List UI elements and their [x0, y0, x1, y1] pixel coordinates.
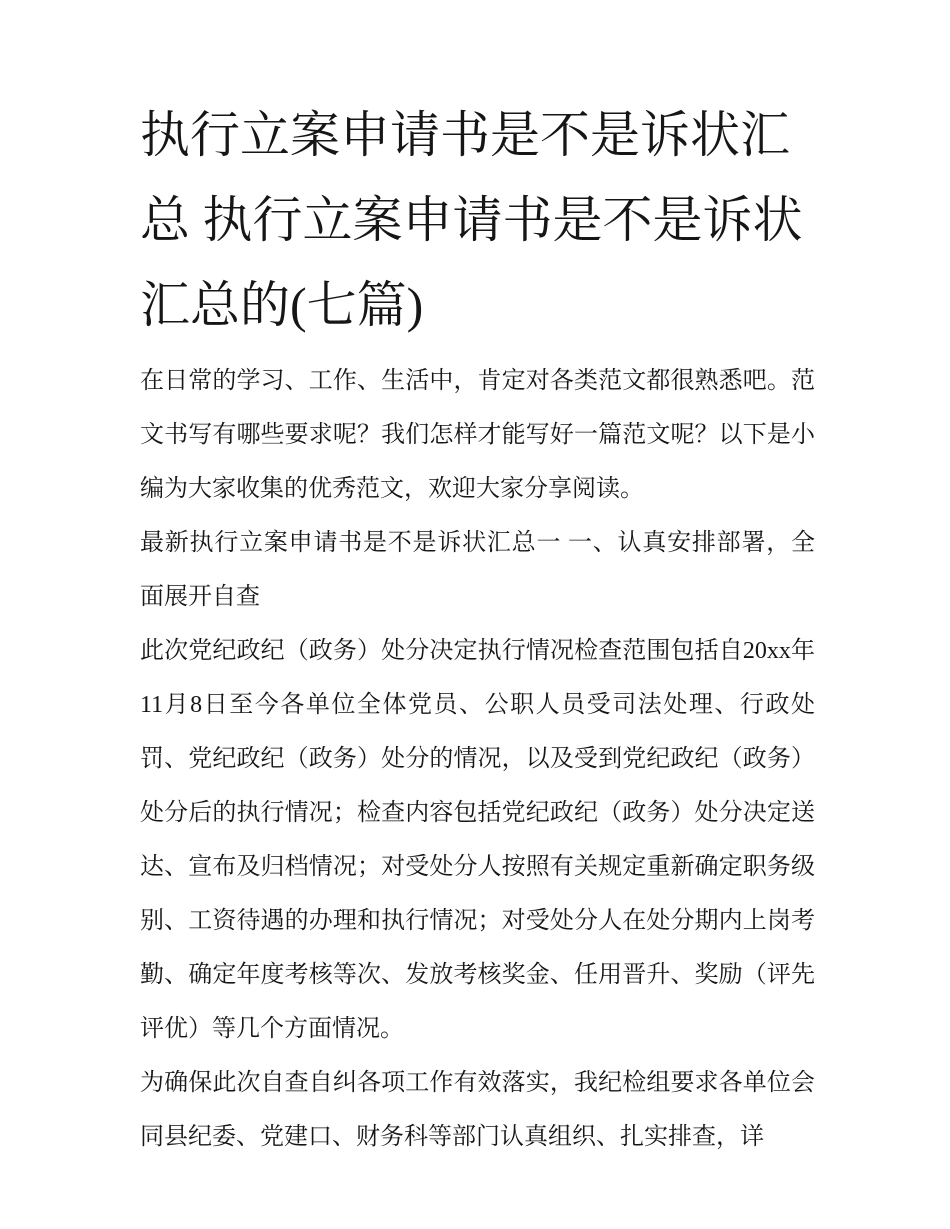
document-title: 执行立案申请书是不是诉状汇总 执行立案申请书是不是诉状汇总的(七篇) — [140, 107, 803, 333]
paragraph: 为确保此次自查自纠各项工作有效落实，我纪检组要求各单位会同县纪委、党建口、财务科等部门认真组织、扎实排查，详 — [140, 1070, 815, 1150]
document-body — [140, 354, 815, 1164]
paragraph: 最新执行立案申请书是不是诉状汇总一 一、认真安排部署，全面展开自查 — [140, 530, 815, 610]
paragraph: 在日常的学习、工作、生活中，肯定对各类范文都很熟悉吧。范文书写有哪些要求呢？我们怎样才能写好一篇范文呢？以下是小编为大家收集的优秀范文，欢迎大家分享阅读。 — [140, 368, 815, 502]
paragraph: 此次党纪政纪（政务）处分决定执行情况检查范围包括自20xx年11月8日至今各单位全体党员、公职人员受司法处理、行政处罚、党纪政纪（政务）处分的情况，以及受到党纪政纪（政务）处分后的执行情况；检查内容包括党纪政纪（政务）处分决定送达、宣布及归档情况；对受处分人按照有关规定重新确定职务级别、工资待遇的办理和执行情况；对受处分人在处分期内上岗考勤、确定年度考核等次、发放考核奖金、任用晋升、奖励（评先评优）等几个方面情况。 — [140, 638, 815, 1042]
